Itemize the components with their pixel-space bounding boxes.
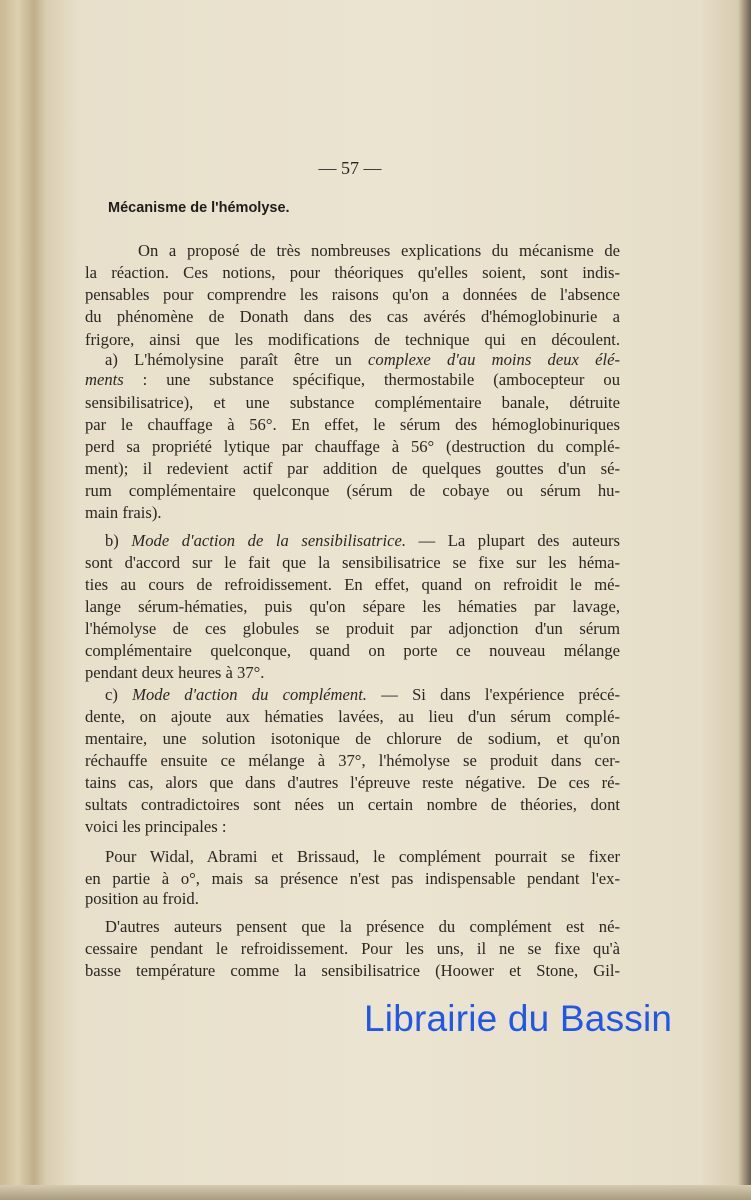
text-segment: : une substance spécifique, thermostabile (ambocepteur ou [123,370,620,389]
text-line [85,307,620,327]
text-line [85,869,620,889]
text-line [85,330,620,350]
text-segment: mentaire, une solution isotonique de chlorure de sodium, et qu'on [85,729,620,748]
text-line [85,641,620,661]
italic-text: Mode d'action du complément. [132,685,367,704]
text-line [85,370,620,390]
text-segment: cessaire pendant le refroidissement. Pour les uns, il ne se fixe qu'à [85,939,620,958]
italic-text: ments [85,370,124,389]
text-line [85,917,620,937]
text-segment: D'autres auteurs pensent que la présence du complément est né- [105,917,620,936]
text-segment: pendant deux heures à 37°. [85,663,265,682]
text-segment: On a proposé de très nombreuses explications du mécanisme de [138,241,620,260]
text-line [85,575,620,595]
text-segment: c) [105,685,133,704]
text-segment: — La plupart des auteurs [406,531,620,550]
text-line [85,285,620,305]
italic-text: Mode d'action de la sensibilisatrice. [131,531,406,550]
text-segment: sultats contradictoires sont nées un certain nombre de théories, dont [85,795,620,814]
text-line [85,597,620,617]
text-segment: dente, on ajoute aux hématies lavées, au lieu d'un sérum complé- [85,707,620,726]
text-segment: du phénomène de Donath dans des cas avérés d'hémoglobinurie a [85,307,620,326]
text-line [85,263,620,283]
text-segment: la réaction. Ces notions, pour théoriques qu'elles soient, sont indis- [85,263,620,282]
text-line [85,619,620,639]
text-segment: perd sa propriété lytique par chauffage à 56° (destruction du complé- [85,437,620,456]
italic-text: complexe d'au moins deux élé- [368,350,620,369]
text-line [85,889,620,909]
text-line [85,939,620,959]
text-segment: sensibilisatrice), et une substance complémentaire banale, détruite [85,393,620,412]
text-segment: en partie à o°, mais sa présence n'est pas indispensable pendant l'ex- [85,869,620,888]
text-line [85,847,620,867]
text-line [85,685,620,705]
watermark: Librairie du Bassin [364,998,673,1039]
text-segment: ties au cours de refroidissement. En effet, quand on refroidit le mé- [85,575,620,594]
page-bottom-edge [0,1185,751,1200]
text-segment: ment); il redevient actif par addition de quelques gouttes d'un sé- [85,459,620,478]
text-segment: lange sérum-hématies, puis qu'on sépare les hématies par lavage, [85,597,620,616]
text-segment: frigore, ainsi que les modifications de technique qui en découlent. [85,330,620,349]
text-line [85,393,620,413]
text-segment: a) L'hémolysine paraît être un [105,350,369,369]
text-line [85,415,620,435]
text-segment: — Si dans l'expérience précé- [366,685,620,704]
text-segment: l'hémolyse de ces globules se produit par adjonction d'un sérum [85,619,620,638]
text-segment: sont d'accord sur le fait que la sensibilisatrice se fixe sur les héma- [85,553,620,572]
page-number: — 57 — [318,158,382,178]
text-line [85,531,620,551]
text-segment: main frais). [85,503,162,522]
text-line [85,961,620,981]
text-line [85,437,620,457]
text-line [85,481,620,501]
text-segment: réchauffe ensuite ce mélange à 37°, l'hémolyse se produit dans cer- [85,751,620,770]
text-line [85,459,620,479]
text-segment: position au froid. [85,889,199,908]
text-segment: complémentaire quelconque, quand on porte ce nouveau mélange [85,641,620,660]
text-line [85,241,620,261]
text-line [85,795,620,815]
text-line [85,350,620,370]
text-line [85,553,620,573]
text-line [85,707,620,727]
text-line [85,751,620,771]
text-line [85,729,620,749]
text-segment: voici les principales : [85,817,227,836]
text-segment: basse température comme la sensibilisatrice (Hoower et Stone, Gil- [85,961,620,980]
text-segment: rum complémentaire quelconque (sérum de cobaye ou sérum hu- [85,481,620,500]
text-segment: tains cas, alors que dans d'autres l'épreuve reste négative. De ces ré- [85,773,620,792]
section-heading: Mécanisme de l'hémolyse. [108,200,290,216]
text-segment: Pour Widal, Abrami et Brissaud, le complément pourrait se fixer [105,847,620,866]
text-line [85,773,620,793]
text-segment: par le chauffage à 56°. En effet, le sérum des hémoglobinuriques [85,415,620,434]
text-line [85,663,620,683]
text-segment: b) [105,531,132,550]
text-line [85,503,620,523]
text-line [85,817,620,837]
text-segment: pensables pour comprendre les raisons qu'on a données de l'absence [85,285,620,304]
